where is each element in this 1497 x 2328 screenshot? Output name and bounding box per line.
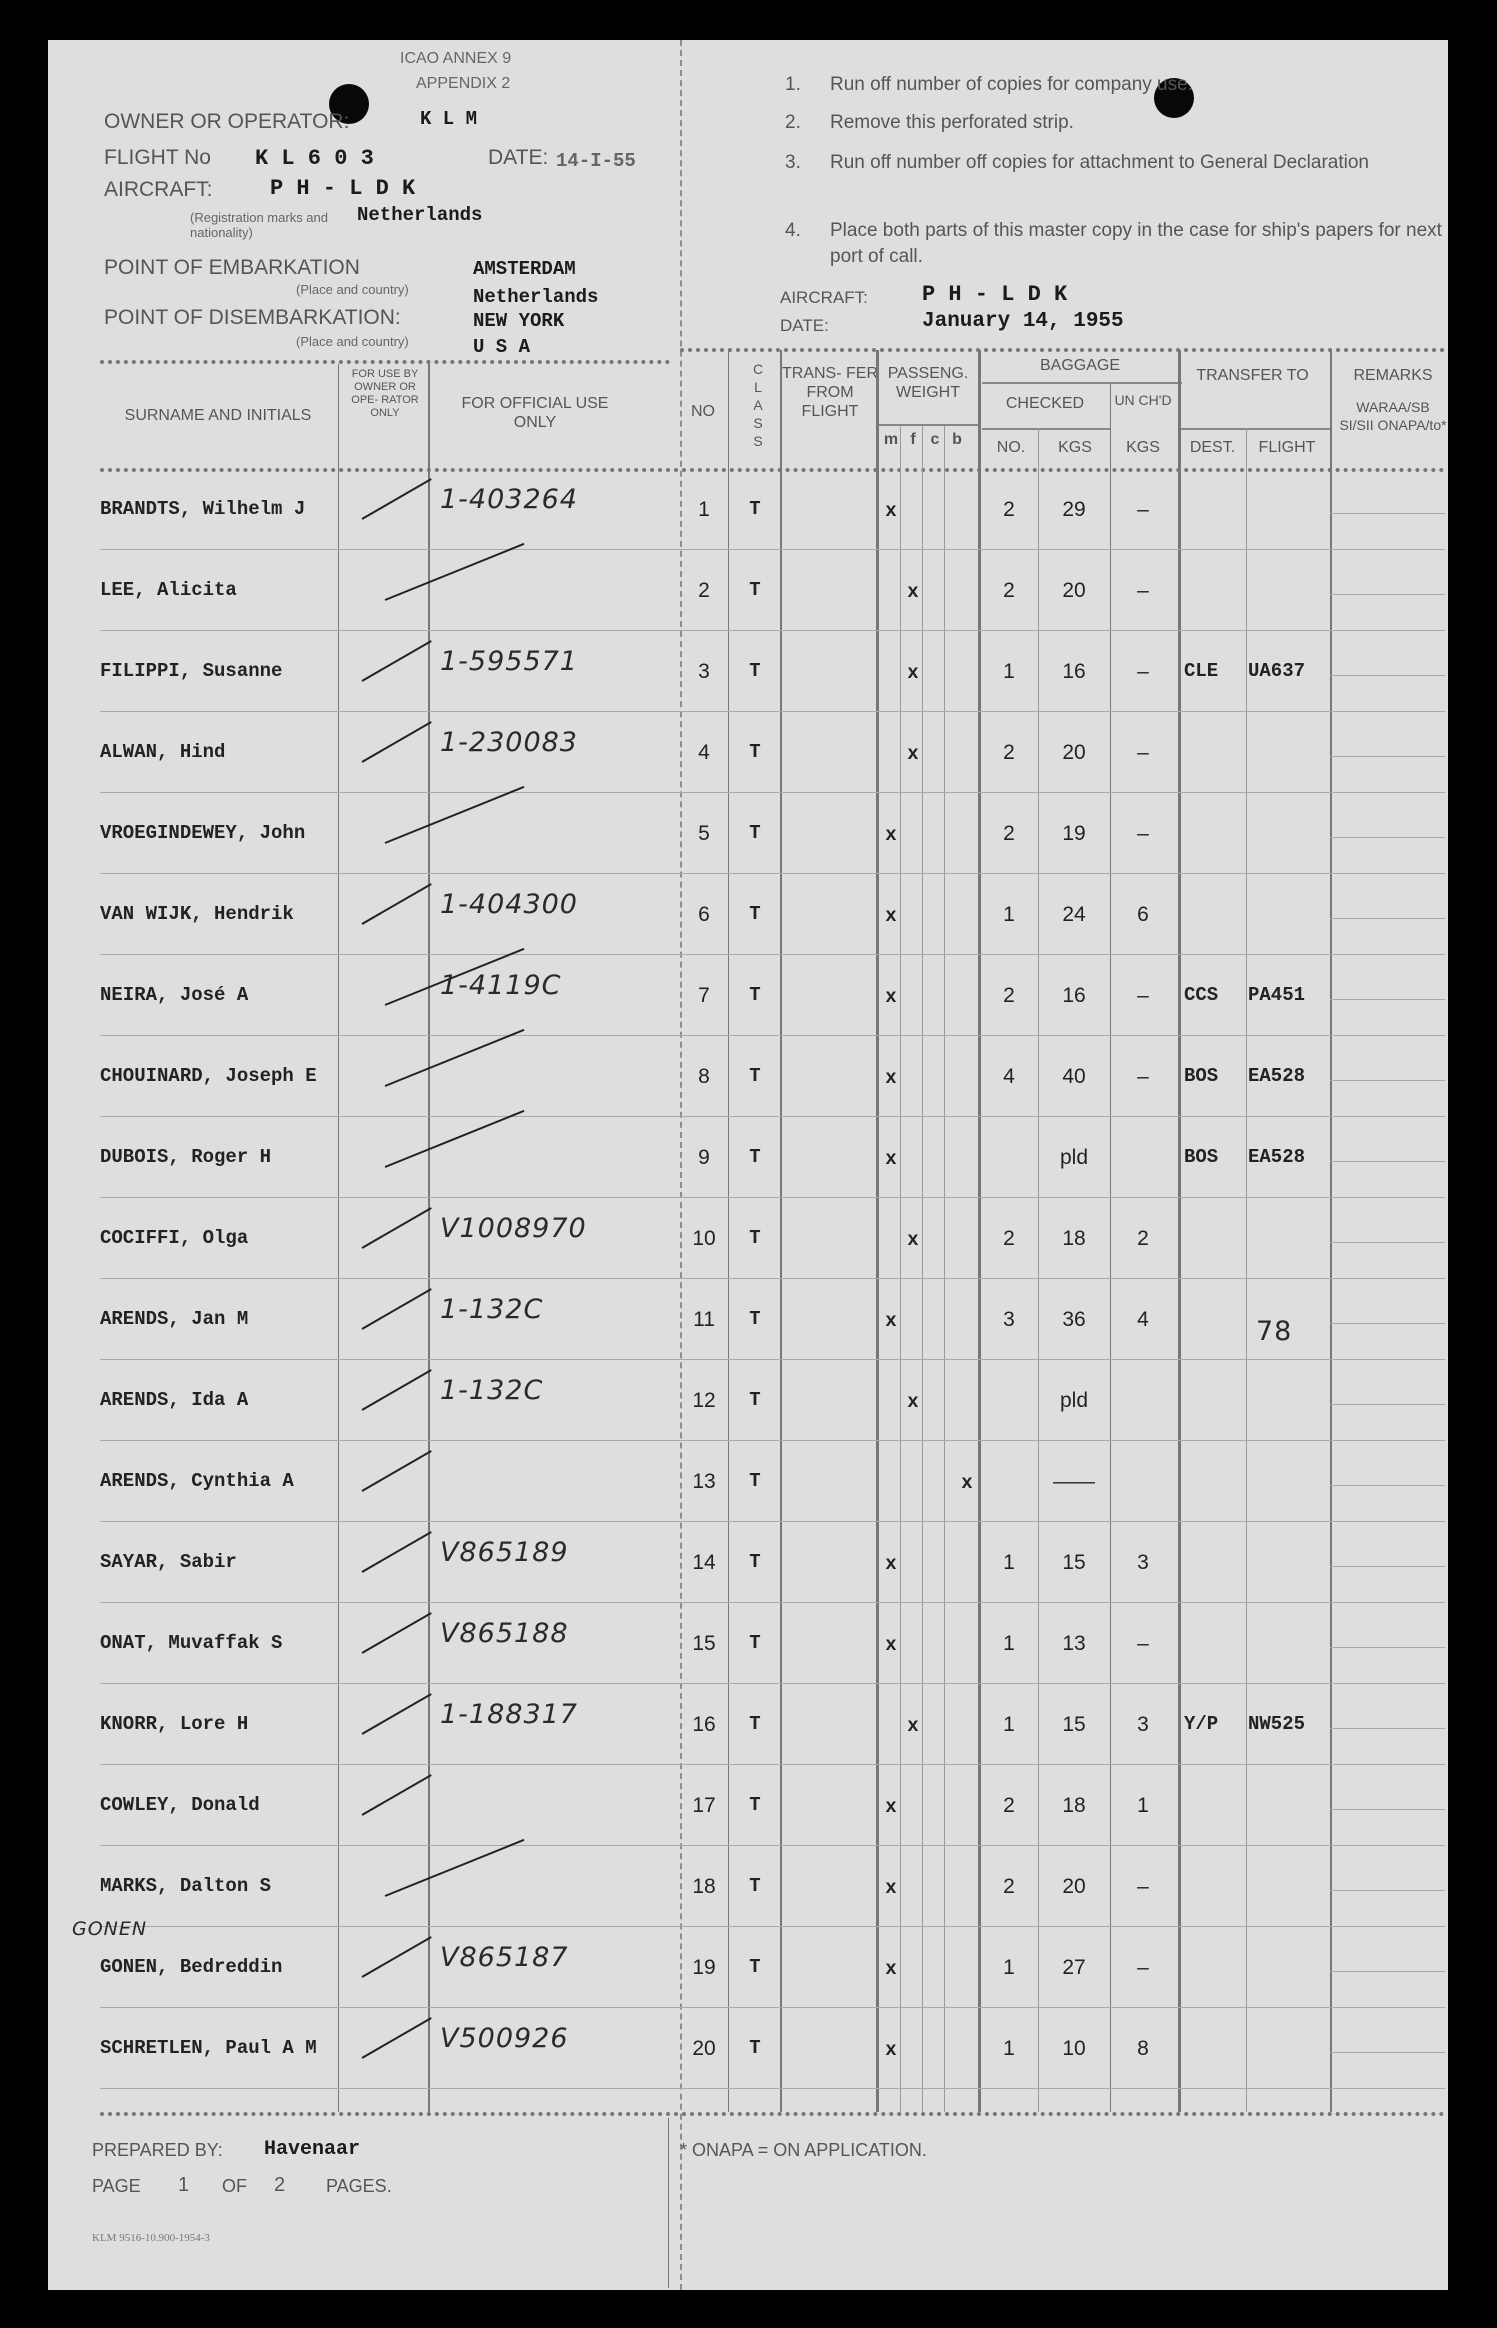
col-unchd: UN CH'D (1114, 392, 1172, 408)
row-rule (1330, 675, 1445, 676)
aircraft-label: AIRCRAFT: (104, 178, 213, 201)
row-rule (100, 711, 1445, 712)
col-dest: DEST. (1189, 439, 1236, 456)
col-divider (1178, 350, 1181, 2112)
unchecked-kgs: – (1137, 579, 1149, 602)
class-code: T (749, 1956, 761, 1978)
col-divider (1330, 350, 1332, 2112)
row-rule (100, 630, 1445, 631)
baggage-count: 2 (1003, 579, 1015, 602)
weight-mark: x (885, 1553, 897, 1575)
official-number: V865189 (440, 1537, 569, 1568)
baggage-count: 4 (1003, 1065, 1015, 1088)
baggage-kgs: 24 (1062, 903, 1086, 926)
class-code: T (749, 498, 761, 520)
row-rule (1330, 594, 1445, 595)
baggage-count: 2 (1003, 498, 1015, 521)
baggage-count: 2 (1003, 1875, 1015, 1898)
baggage-count: 1 (1003, 660, 1015, 683)
weight-mark: x (885, 500, 897, 522)
col-class: C L A S S (752, 361, 764, 449)
baggage-kgs: 40 (1062, 1065, 1086, 1088)
baggage-count: 1 (1003, 903, 1015, 926)
transfer-flight: NW525 (1248, 1713, 1306, 1735)
passenger-no: 17 (692, 1794, 716, 1817)
form-ref-appendix: APPENDIX 2 (416, 75, 511, 92)
header-rule (100, 360, 670, 364)
baggage-kgs: 18 (1062, 1227, 1086, 1250)
row-rule (100, 954, 1445, 955)
unchecked-kgs: – (1137, 660, 1149, 683)
nationality-value: Netherlands (357, 204, 483, 226)
passenger-name: ARENDS, Cynthia A (100, 1470, 294, 1492)
flight-label: FLIGHT No (104, 146, 211, 169)
print-code: KLM 9516-10.900-1954-3 (92, 2232, 210, 2244)
official-number: V1008970 (440, 1213, 587, 1244)
weight-mark: x (885, 1310, 897, 1332)
baggage-count: 2 (1003, 1227, 1015, 1250)
correction-note: GONEN (72, 1918, 148, 1940)
header-bottom-rule (100, 468, 1445, 472)
unchecked-kgs: – (1137, 741, 1149, 764)
col-remarks-sub: WARAA/SB SI/SII ONAPA/to* (1339, 399, 1447, 433)
right-date-value: January 14, 1955 (922, 310, 1124, 333)
weight-mark: x (885, 824, 897, 846)
row-rule (1330, 1323, 1445, 1324)
baggage-count: 2 (1003, 741, 1015, 764)
prepared-label: PREPARED BY: (92, 2140, 223, 2160)
unchecked-kgs: – (1137, 1632, 1149, 1655)
col-divider (876, 350, 879, 2112)
baggage-kgs: —— (1053, 1470, 1095, 1493)
date-label: DATE: (488, 146, 549, 169)
row-rule (1330, 1485, 1445, 1486)
pages-label: PAGES. (326, 2176, 392, 2196)
passenger-name: LEE, Alicita (100, 579, 237, 601)
passenger-no: 12 (692, 1389, 716, 1412)
baggage-kgs: 20 (1062, 741, 1086, 764)
transfer-dest: Y/P (1184, 1713, 1219, 1735)
unchecked-kgs: – (1137, 498, 1149, 521)
disembark-country: U S A (473, 336, 531, 358)
col-unchd-kgs: KGS (1126, 439, 1160, 456)
passenger-name: ONAT, Muvaffak S (100, 1632, 283, 1654)
passenger-no: 13 (692, 1470, 716, 1493)
baggage-kgs: 20 (1062, 579, 1086, 602)
passenger-name: NEIRA, José A (100, 984, 249, 1006)
owner-value: K L M (420, 108, 478, 130)
baggage-kgs: 19 (1062, 822, 1086, 845)
baggage-count: 2 (1003, 1794, 1015, 1817)
flight-value: K L 6 0 3 (255, 146, 374, 171)
row-rule (1330, 1647, 1445, 1648)
weight-mark: x (907, 1229, 919, 1251)
baggage-count: 3 (1003, 1308, 1015, 1331)
col-f: f (910, 431, 916, 448)
unchecked-kgs: – (1137, 1875, 1149, 1898)
official-number: 1-188317 (440, 1699, 578, 1730)
col-kgs: KGS (1058, 439, 1092, 456)
passenger-no: 14 (692, 1551, 716, 1574)
col-remarks: REMARKS (1353, 367, 1433, 384)
transfer-flight: UA637 (1248, 660, 1306, 682)
unchecked-kgs: – (1137, 984, 1149, 1007)
row-rule (1330, 918, 1445, 919)
row-rule (100, 2007, 1445, 2008)
class-code: T (749, 1146, 761, 1168)
class-code: T (749, 1227, 761, 1249)
baggage-kgs: 13 (1062, 1632, 1086, 1655)
class-code: T (749, 741, 761, 763)
weight-rule (878, 424, 978, 426)
passenger-no: 8 (698, 1065, 710, 1088)
col-divider (900, 426, 901, 2112)
passenger-name: SCHRETLEN, Paul A M (100, 2037, 317, 2059)
col-m: m (883, 431, 899, 448)
embark-country: Netherlands (473, 286, 599, 308)
passenger-name: GONEN, Bedreddin (100, 1956, 283, 1978)
embark-label: POINT OF EMBARKATION (104, 256, 360, 279)
baggage-kgs: 36 (1062, 1308, 1086, 1331)
row-rule (1330, 1566, 1445, 1567)
unchecked-kgs: 2 (1137, 1227, 1149, 1250)
of-label: OF (222, 2176, 247, 2196)
weight-mark: x (885, 1958, 897, 1980)
remark-number: 78 (1256, 1316, 1293, 1347)
row-rule (100, 1278, 1445, 1279)
baggage-count: 1 (1003, 1956, 1015, 1979)
passenger-no: 5 (698, 822, 710, 845)
row-rule (1330, 1890, 1445, 1891)
row-rule (1330, 999, 1445, 1000)
class-code: T (749, 1065, 761, 1087)
date-value: 14-I-55 (556, 150, 636, 172)
unchecked-kgs: 8 (1137, 2037, 1149, 2060)
col-divider (978, 350, 981, 2112)
official-number: 1-132C (440, 1294, 544, 1325)
weight-mark: x (885, 1067, 897, 1089)
weight-mark: x (885, 905, 897, 927)
passenger-name: DUBOIS, Roger H (100, 1146, 272, 1168)
col-bag-no: NO. (996, 439, 1026, 456)
official-number: V500926 (440, 2023, 569, 2054)
weight-mark: x (961, 1472, 973, 1494)
class-code: T (749, 579, 761, 601)
baggage-count: 1 (1003, 2037, 1015, 2060)
footer-divider (668, 2118, 669, 2288)
passenger-name: FILIPPI, Susanne (100, 660, 283, 682)
transfer-dest: BOS (1184, 1146, 1219, 1168)
col-divider (428, 364, 430, 2112)
unchecked-kgs: 6 (1137, 903, 1149, 926)
page-number: 1 (178, 2174, 190, 2196)
page-label: PAGE (92, 2176, 141, 2196)
row-rule (100, 1116, 1445, 1117)
class-code: T (749, 984, 761, 1006)
passenger-name: ARENDS, Ida A (100, 1389, 249, 1411)
col-divider (922, 426, 923, 2112)
unchecked-kgs: 1 (1137, 1794, 1149, 1817)
col-divider (780, 350, 782, 2112)
checked-rule (982, 428, 1110, 430)
class-code: T (749, 1308, 761, 1330)
row-rule (1330, 2052, 1445, 2053)
class-code: T (749, 660, 761, 682)
baggage-kgs: 15 (1062, 1713, 1086, 1736)
transfer-rule (1180, 428, 1330, 430)
col-flight: FLIGHT (1258, 439, 1316, 456)
passenger-no: 11 (693, 1308, 715, 1331)
passenger-no: 6 (698, 903, 710, 926)
baggage-count: 2 (1003, 984, 1015, 1007)
onapa-note: * ONAPA = ON APPLICATION. (680, 2140, 927, 2160)
row-rule (100, 1845, 1445, 1846)
aircraft-value: P H - L D K (270, 176, 416, 201)
passenger-name: MARKS, Dalton S (100, 1875, 272, 1897)
passenger-no: 15 (692, 1632, 716, 1655)
baggage-count: 1 (1003, 1632, 1015, 1655)
official-number: 1-595571 (440, 646, 578, 677)
page-total: 2 (274, 2174, 286, 2196)
class-code: T (749, 1551, 761, 1573)
transfer-dest: BOS (1184, 1065, 1219, 1087)
row-rule (1330, 1404, 1445, 1405)
baggage-rule (982, 382, 1182, 384)
official-number: V865188 (440, 1618, 569, 1649)
row-rule (1330, 1242, 1445, 1243)
unchecked-kgs: 4 (1137, 1308, 1149, 1331)
baggage-kgs: pld (1059, 1389, 1089, 1412)
baggage-kgs: 27 (1062, 1956, 1086, 1979)
weight-mark: x (907, 662, 919, 684)
baggage-kgs: 16 (1062, 984, 1086, 1007)
row-rule (100, 1035, 1445, 1036)
row-rule (1330, 1971, 1445, 1972)
class-code: T (749, 1794, 761, 1816)
weight-mark: x (885, 1796, 897, 1818)
right-aircraft-value: P H - L D K (922, 282, 1068, 307)
col-transfer-to: TRANSFER TO (1196, 367, 1309, 384)
passenger-no: 7 (698, 984, 710, 1007)
class-code: T (749, 1470, 761, 1492)
passenger-name: SAYAR, Sabir (100, 1551, 237, 1573)
registration-note: (Registration marks and nationality) (190, 210, 328, 240)
col-official: FOR OFFICIAL USE ONLY (461, 395, 609, 431)
row-rule (100, 1440, 1445, 1441)
row-rule (100, 1197, 1445, 1198)
passenger-name: VROEGINDEWEY, John (100, 822, 306, 844)
table-bottom-rule (100, 2112, 1445, 2116)
passenger-name: ALWAN, Hind (100, 741, 226, 763)
baggage-count: 2 (1003, 822, 1015, 845)
disembark-label: POINT OF DISEMBARKATION: (104, 306, 401, 329)
baggage-kgs: pld (1059, 1146, 1089, 1169)
passenger-name: ARENDS, Jan M (100, 1308, 249, 1330)
transfer-flight: EA528 (1248, 1065, 1306, 1087)
col-divider (728, 350, 729, 2112)
unchecked-kgs: – (1137, 1065, 1149, 1088)
row-rule (100, 2088, 1445, 2089)
transfer-dest: CLE (1184, 660, 1219, 682)
passenger-no: 4 (698, 741, 710, 764)
transfer-dest: CCS (1184, 984, 1219, 1006)
weight-mark: x (907, 1391, 919, 1413)
weight-mark: x (885, 2039, 897, 2061)
class-code: T (749, 1389, 761, 1411)
col-for-use: FOR USE BY OWNER OR OPE- RATOR ONLY (351, 368, 419, 419)
row-rule (1330, 1809, 1445, 1810)
baggage-kgs: 20 (1062, 1875, 1086, 1898)
class-code: T (749, 1713, 761, 1735)
baggage-kgs: 10 (1062, 2037, 1086, 2060)
passenger-name: COCIFFI, Olga (100, 1227, 249, 1249)
row-rule (1330, 1161, 1445, 1162)
class-code: T (749, 1875, 761, 1897)
passenger-name: VAN WIJK, Hendrik (100, 903, 294, 925)
official-number: 1-404300 (440, 889, 578, 920)
row-rule (1330, 1728, 1445, 1729)
weight-mark: x (907, 581, 919, 603)
row-rule (100, 1683, 1445, 1684)
official-number: V865187 (440, 1942, 569, 1973)
passenger-no: 16 (692, 1713, 716, 1736)
baggage-count: 1 (1003, 1551, 1015, 1574)
transfer-flight: EA528 (1248, 1146, 1306, 1168)
row-rule (1330, 513, 1445, 514)
baggage-kgs: 29 (1062, 498, 1086, 521)
baggage-kgs: 18 (1062, 1794, 1086, 1817)
col-surname: SURNAME AND INITIALS (124, 407, 312, 424)
owner-label: OWNER OR OPERATOR: (104, 110, 350, 133)
passenger-name: BRANDTS, Wilhelm J (100, 498, 306, 520)
col-baggage: BAGGAGE (1039, 357, 1121, 374)
col-no: NO (691, 403, 715, 420)
passenger-no: 1 (698, 498, 710, 521)
col-divider (1110, 382, 1111, 2112)
passenger-name: KNORR, Lore H (100, 1713, 249, 1735)
right-date-label: DATE: (780, 316, 829, 335)
official-number: 1-132C (440, 1375, 544, 1406)
col-checked: CHECKED (1005, 395, 1085, 412)
unchecked-kgs: – (1137, 822, 1149, 845)
col-divider (944, 426, 945, 2112)
row-rule (1330, 837, 1445, 838)
transfer-flight: PA451 (1248, 984, 1306, 1006)
passenger-no: 18 (692, 1875, 716, 1898)
row-rule (100, 792, 1445, 793)
prepared-value: Havenaar (264, 2138, 361, 2161)
weight-mark: x (885, 986, 897, 1008)
passenger-no: 20 (692, 2037, 716, 2060)
row-rule (1330, 1080, 1445, 1081)
class-code: T (749, 2037, 761, 2059)
row-rule (100, 1926, 1445, 1927)
weight-mark: x (885, 1634, 897, 1656)
weight-mark: x (885, 1877, 897, 1899)
passenger-no: 3 (698, 660, 710, 683)
unchecked-kgs: 3 (1137, 1713, 1149, 1736)
col-passeng-weight: PASSENG. WEIGHT (887, 365, 969, 401)
weight-mark: x (907, 1715, 919, 1737)
passenger-name: COWLEY, Donald (100, 1794, 260, 1816)
official-number: 1-403264 (440, 484, 578, 515)
row-rule (100, 1764, 1445, 1765)
class-code: T (749, 822, 761, 844)
unchecked-kgs: 3 (1137, 1551, 1149, 1574)
row-rule (100, 1602, 1445, 1603)
baggage-kgs: 16 (1062, 660, 1086, 683)
weight-mark: x (907, 743, 919, 765)
right-aircraft-label: AIRCRAFT: (780, 288, 868, 307)
embark-note: (Place and country) (296, 282, 409, 297)
row-rule (100, 873, 1445, 874)
col-transfer-from: TRANS- FER FROM FLIGHT (782, 365, 878, 420)
passenger-no: 9 (698, 1146, 710, 1169)
row-rule (100, 1521, 1445, 1522)
col-divider (1038, 428, 1039, 2112)
row-rule (1330, 756, 1445, 757)
passenger-no: 10 (692, 1227, 716, 1250)
baggage-kgs: 15 (1062, 1551, 1086, 1574)
unchecked-kgs: – (1137, 1956, 1149, 1979)
embark-place: AMSTERDAM (473, 258, 576, 280)
class-code: T (749, 1632, 761, 1654)
official-number: 1-4119C (440, 970, 562, 1001)
passenger-no: 2 (698, 579, 710, 602)
passenger-no: 19 (692, 1956, 716, 1979)
col-c: c (930, 431, 940, 448)
form-ref: ICAO ANNEX 9 (400, 50, 512, 67)
disembark-place: NEW YORK (473, 310, 565, 332)
disembark-note: (Place and country) (296, 334, 409, 349)
passenger-name: CHOUINARD, Joseph E (100, 1065, 317, 1087)
class-code: T (749, 903, 761, 925)
official-number: 1-230083 (440, 727, 578, 758)
weight-mark: x (885, 1148, 897, 1170)
row-rule (100, 549, 1445, 550)
row-rule (100, 1359, 1445, 1360)
col-b: b (952, 431, 962, 448)
baggage-count: 1 (1003, 1713, 1015, 1736)
